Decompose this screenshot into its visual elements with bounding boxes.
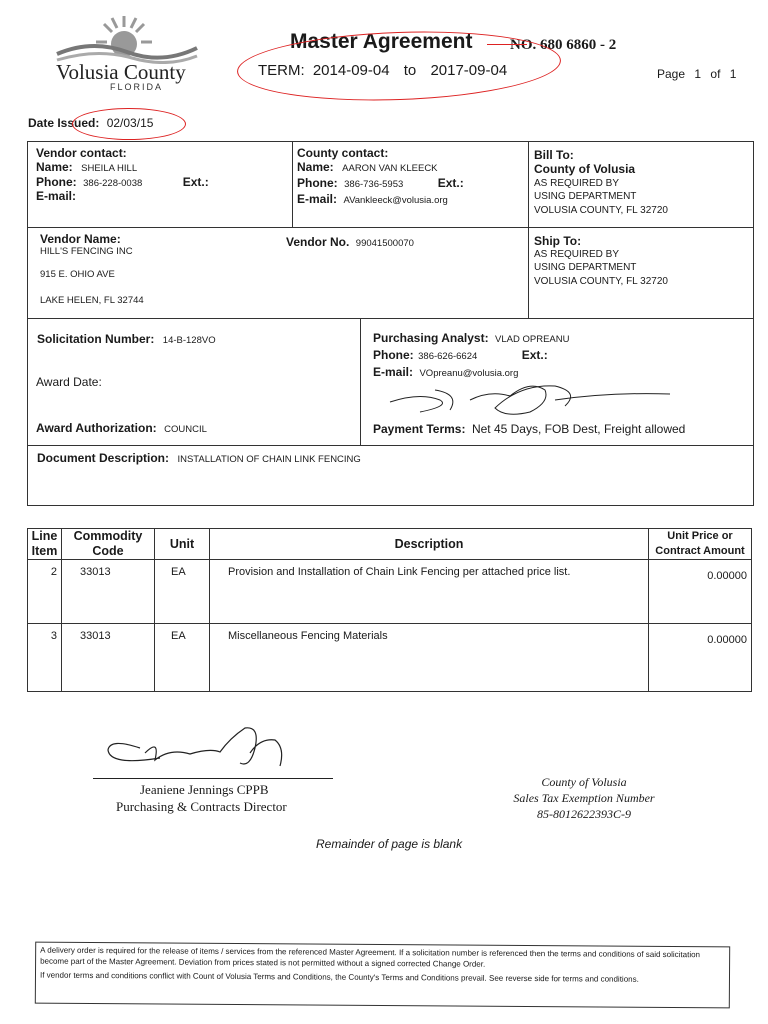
analyst-phone: 386-626-6624 bbox=[418, 351, 478, 362]
divider bbox=[27, 445, 754, 446]
table-row bbox=[28, 560, 752, 624]
payment-terms-label: Payment Terms: bbox=[373, 422, 466, 436]
analyst-email: VOpreanu@volusia.org bbox=[419, 368, 519, 379]
state-name: FLORIDA bbox=[110, 82, 164, 92]
agreement-number: NO. 680 6860 - 2 bbox=[510, 37, 617, 53]
county-email-label: E-mail: bbox=[297, 192, 338, 206]
cell-price: 0.00000 bbox=[649, 560, 752, 624]
terms-footer bbox=[35, 942, 730, 1009]
vendor-name-label: Vendor Name: bbox=[40, 232, 121, 246]
award-authorization-value: COUNCIL bbox=[164, 424, 207, 435]
footer-line2: If vendor terms and conditions conflict with Count of Volusia Terms and Conditions, the County's Terms and Conditions prevail. See reverse side for terms and conditions. bbox=[39, 970, 639, 984]
header-unit: Unit bbox=[155, 529, 210, 560]
county-phone: 386-736-5953 bbox=[344, 179, 404, 190]
document-description-value: INSTALLATION OF CHAIN LINK FENCING bbox=[177, 454, 361, 465]
header-line-item-1: Line bbox=[31, 529, 58, 543]
vendor-contact-name: SHEILA HILL bbox=[81, 163, 138, 174]
vendor-name-label: Name: bbox=[36, 160, 73, 174]
page-indicator bbox=[657, 67, 736, 81]
bill-to bbox=[534, 148, 749, 218]
header-unit-price bbox=[649, 529, 752, 560]
award-authorization-label: Award Authorization: bbox=[36, 421, 157, 435]
term-circle bbox=[236, 26, 562, 105]
analyst-phone-label: Phone: bbox=[373, 348, 414, 362]
document-description-label: Document Description: bbox=[37, 451, 170, 465]
date-issued-value: 02/03/15 bbox=[106, 116, 154, 130]
county-logo bbox=[52, 14, 202, 94]
analyst-label: Purchasing Analyst: bbox=[373, 331, 489, 345]
header-commodity-code bbox=[62, 529, 155, 560]
header-line-item bbox=[28, 529, 62, 560]
county-contact bbox=[297, 146, 525, 207]
document-title: Master Agreement bbox=[290, 30, 473, 53]
page-label: Page bbox=[657, 67, 686, 81]
cell-line: 3 bbox=[28, 624, 62, 692]
page-number: 1 bbox=[694, 67, 702, 81]
analyst-email-label: E-mail: bbox=[373, 365, 414, 379]
vendor-name: HILL'S FENCING INC bbox=[40, 246, 133, 257]
ship-to-heading: Ship To: bbox=[534, 234, 582, 248]
analyst-signature bbox=[380, 372, 680, 422]
payment-terms bbox=[373, 420, 685, 438]
analyst-name: VLAD OPREANU bbox=[495, 334, 570, 345]
items-table bbox=[27, 528, 752, 692]
remainder-note: Remainder of page is blank bbox=[316, 837, 463, 851]
vendor-name-block bbox=[40, 232, 280, 306]
payment-terms-value: Net 45 Days, FOB Dest, Freight allowed bbox=[471, 422, 686, 436]
divider bbox=[528, 141, 529, 318]
vendor-number-label: Vendor No. bbox=[286, 235, 350, 249]
term-start: 2014-09-04 bbox=[312, 62, 390, 79]
cell-price: 0.00000 bbox=[649, 624, 752, 692]
ship-to-line3: VOLUSIA COUNTY, FL 32720 bbox=[534, 276, 668, 287]
solicitation-number bbox=[37, 330, 216, 348]
divider bbox=[27, 227, 754, 228]
page-of: of bbox=[710, 67, 721, 81]
ship-to-line2: USING DEPARTMENT bbox=[534, 262, 637, 273]
director-name: Jeaniene Jennings CPPB bbox=[140, 782, 269, 797]
table-row bbox=[28, 624, 752, 692]
county-contact-heading: County contact: bbox=[297, 146, 389, 160]
footer-line1: A delivery order is required for the release of items / services from the referenced Master Agreement. If a solicitation number is referenced then the terms and conditions of said solicitation become part of the Master Agreement. Deviation from prices stated is not permitted without a signed corrected Change Order. bbox=[40, 945, 701, 969]
header-price-1: Unit Price or bbox=[667, 530, 733, 542]
cell-unit: EA bbox=[155, 624, 210, 692]
county-ext-label: Ext.: bbox=[437, 176, 464, 190]
agreement-number-underline bbox=[487, 44, 527, 45]
solicitation-number-value: 14-B-128VO bbox=[162, 335, 216, 346]
vendor-email-label: E-mail: bbox=[36, 189, 77, 203]
vendor-contact bbox=[36, 146, 286, 202]
cell-code: 33013 bbox=[62, 560, 155, 624]
tax-line2: Sales Tax Exemption Number bbox=[513, 791, 655, 805]
cell-line: 2 bbox=[28, 560, 62, 624]
header-commodity-1: Commodity bbox=[73, 529, 143, 543]
tax-line1: County of Volusia bbox=[541, 775, 627, 789]
cell-description: Miscellaneous Fencing Materials bbox=[210, 624, 649, 692]
vendor-number bbox=[286, 233, 414, 251]
vendor-ext-label: Ext.: bbox=[182, 175, 209, 189]
page-total: 1 bbox=[729, 67, 737, 81]
header-line-item-2: Item bbox=[31, 544, 58, 558]
cell-code: 33013 bbox=[62, 624, 155, 692]
county-email: AVankleeck@volusia.org bbox=[343, 195, 448, 206]
county-phone-label: Phone: bbox=[297, 176, 338, 190]
term-end: 2017-09-04 bbox=[430, 62, 508, 79]
term-to: to bbox=[403, 62, 417, 79]
header-description: Description bbox=[210, 529, 649, 560]
bill-to-line3: USING DEPARTMENT bbox=[534, 191, 637, 202]
sun-wave-icon bbox=[52, 14, 202, 64]
header-commodity-2: Code bbox=[92, 544, 124, 558]
ship-to-line1: AS REQUIRED BY bbox=[534, 249, 620, 260]
solicitation-number-label: Solicitation Number: bbox=[37, 332, 155, 346]
divider bbox=[360, 318, 361, 445]
county-name-label: Name: bbox=[297, 160, 334, 174]
cell-unit: EA bbox=[155, 560, 210, 624]
divider bbox=[292, 141, 293, 227]
bill-to-line1: County of Volusia bbox=[534, 162, 636, 176]
vendor-phone-label: Phone: bbox=[36, 175, 77, 189]
header-price-2: Contract Amount bbox=[655, 545, 745, 557]
county-name: Volusia County bbox=[56, 60, 186, 84]
vendor-address1: 915 E. OHIO AVE bbox=[40, 269, 115, 280]
award-authorization bbox=[36, 419, 207, 437]
date-circle bbox=[72, 108, 186, 140]
bill-to-heading: Bill To: bbox=[534, 148, 574, 162]
director-signature bbox=[100, 718, 340, 778]
term-label: TERM: bbox=[258, 62, 305, 79]
signature-line bbox=[93, 778, 333, 779]
director-title: Purchasing & Contracts Director bbox=[116, 799, 287, 814]
vendor-number-value: 99041500070 bbox=[355, 238, 414, 249]
cell-description: Provision and Installation of Chain Link Fencing per attached price list. bbox=[210, 560, 649, 624]
date-issued-label: Date Issued: bbox=[28, 116, 100, 130]
table-header-row bbox=[28, 529, 752, 560]
bill-to-line4: VOLUSIA COUNTY, FL 32720 bbox=[534, 205, 668, 216]
vendor-contact-heading: Vendor contact: bbox=[36, 146, 127, 160]
vendor-address2: LAKE HELEN, FL 32744 bbox=[40, 295, 144, 306]
vendor-phone: 386-228-0038 bbox=[83, 178, 143, 189]
bill-to-line2: AS REQUIRED BY bbox=[534, 178, 620, 189]
analyst-ext-label: Ext.: bbox=[521, 348, 548, 362]
ship-to bbox=[534, 234, 749, 289]
tax-line3: 85-8012622393C-9 bbox=[537, 807, 631, 821]
award-date-label: Award Date: bbox=[36, 375, 102, 389]
tax-exemption bbox=[484, 774, 684, 822]
divider bbox=[27, 318, 754, 319]
county-contact-name: AARON VAN KLEECK bbox=[342, 163, 438, 174]
document-description bbox=[37, 449, 361, 467]
